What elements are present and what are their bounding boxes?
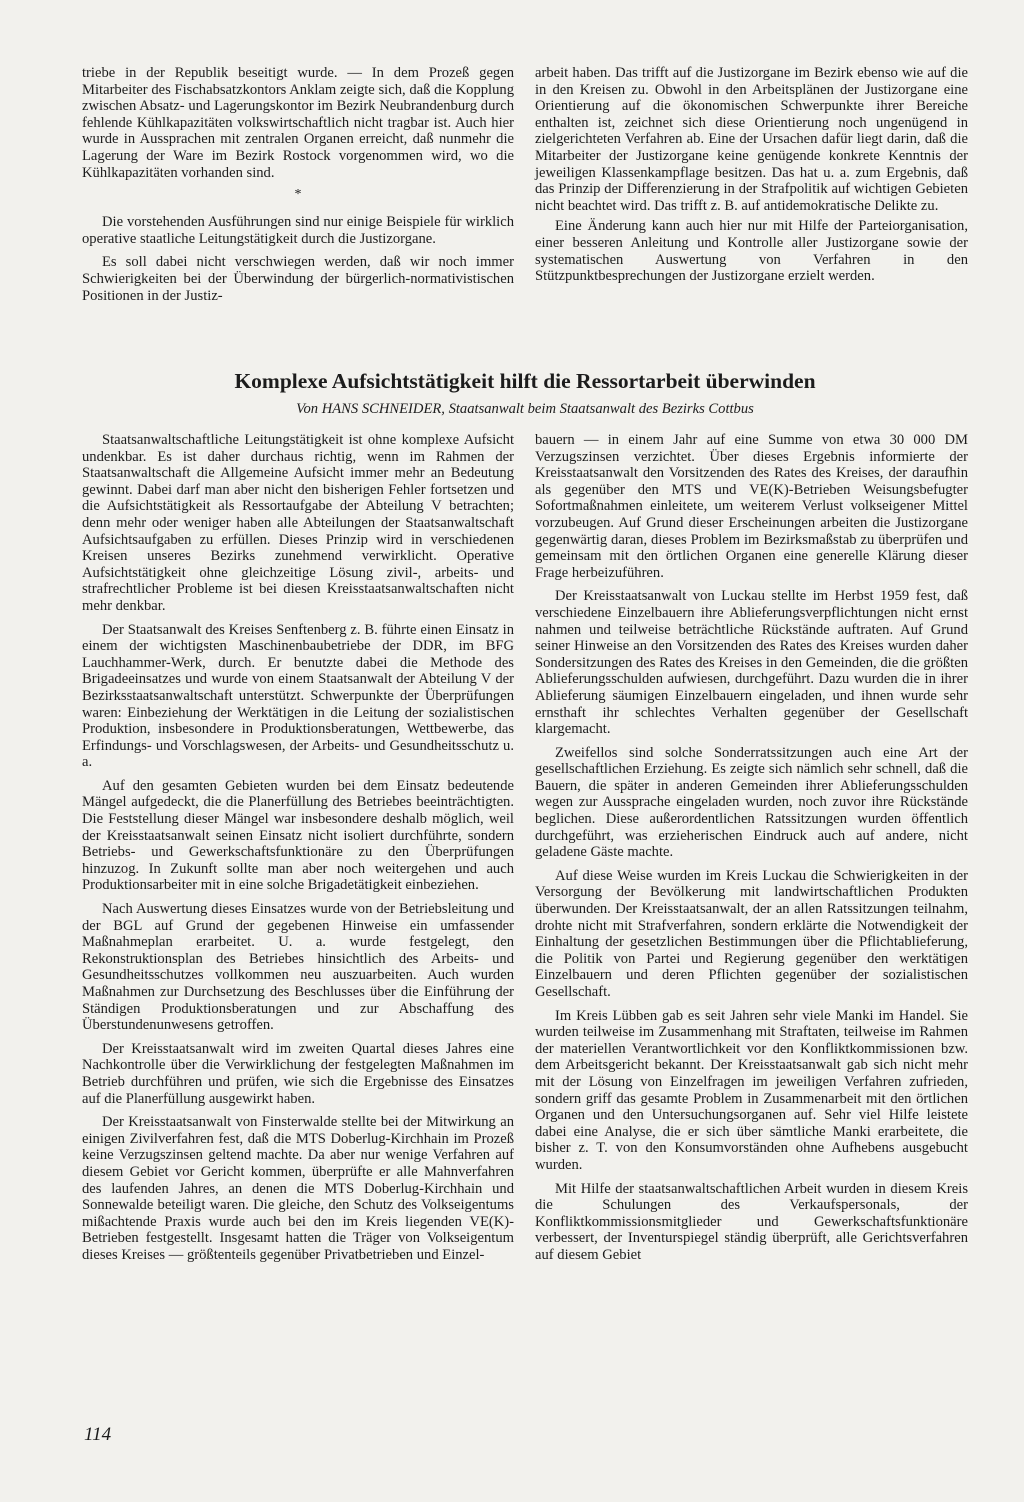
paragraph: Im Kreis Lübben gab es seit Jahren sehr viele Manki im Handel. Sie wurden teilweise im Zusammenhang mit Straftaten, teilweise im Rahmen der materiellen Verantwortlichkeit vor den Konfliktkommissionen bzw. dem Arbeitsgericht bekannt. Der Kreisstaatsanwalt gab sich nicht mehr mit der Lösung von Einzelfragen im jeweiligen Verfahren zufrieden, sondern griff das gesamte Problem in Zusammenarbeit mit den örtlichen Organen und den Untersuchungsorganen auf. Sehr viel Hilfe leistete dabei eine Analyse, die er sich über sämtliche Manki erarbeitete, die bisher z. T. von den Konsumvorständen ohne Aufhebens ausgebucht wurden. — [535, 1007, 968, 1173]
top-right-column — [535, 65, 968, 292]
paragraph: Zweifellos sind solche Sonderratssitzungen auch eine Art der gesellschaftlichen Erziehung. Es zeigte sich nämlich sehr schnell, daß die Bauern, die später in anderen Gemeinden ihrer Ablieferungsschulden wegen zur Aussprache eingeladen wurden, noch zuvor ihre Rückstände beglichen. Diese außerordentlichen Ratssitzungen wurden öffentlich durchgeführt, was erzieherischen Eindruck auch auf andere, nicht geladene Gäste machte. — [535, 744, 968, 861]
paragraph: arbeit haben. Das trifft auf die Justizorgane im Bezirk ebenso wie auf die in den Kreisen zu. Obwohl in den Arbeitsplänen der Justizorgane eine Orientierung auf die ökonomischen Schwerpunkte ihrer Bereiche enthalten ist, zeichnet sich diese Orientierung noch ungenügend in zielgerichteten Verfahren ab. Eine der Ursachen dafür liegt darin, daß die Mitarbeiter der Justizorgane keine genügende konkrete Kenntnis der jeweiligen Klassenkampflage besitzen. Das hat u. a. zum Ergebnis, daß das Prinzip der Differenzierung in der Strafpolitik auf wichtigen Gebieten nicht beachtet wird. Das trifft z. B. auf antidemokratische Delikte zu. — [535, 65, 968, 214]
paragraph: Es soll dabei nicht verschwiegen werden, daß wir noch immer Schwierigkeiten bei der Überwindung der bürgerlich-normativistischen Positionen in der Justiz- — [82, 254, 514, 304]
section-separator: * — [294, 187, 302, 203]
paragraph: Mit Hilfe der staatsanwaltschaftlichen Arbeit wurden in diesem Kreis die Schulungen des Verkaufspersonals, der Konfliktkommissionsmitglieder und Gewerkschaftsfunktionäre verbessert, der Inventurspiegel ständig überprüft, alle Gerichtsverfahren auf diesem Gebiet — [535, 1180, 968, 1263]
article-right-column — [535, 432, 968, 1271]
top-left-column — [82, 65, 514, 311]
paragraph: Eine Änderung kann auch hier nur mit Hilfe der Parteiorganisation, einer besseren Anleitung und Kontrolle aller Justizorgane sowie der systematischen Auswertung von Verfahren in den Stützpunktbesprechungen der Justizorgane erzielt werden. — [535, 218, 968, 285]
article-title: Komplexe Aufsichtstätigkeit hilft die Ressortarbeit überwinden — [234, 369, 816, 393]
paragraph: triebe in der Republik beseitigt wurde. — In dem Prozeß gegen Mitarbeiter des Fischabsatzkontors Anklam zeigte sich, daß die Kopplung zwischen Absatz- und Lagerungskontor im Bezirk Neubrandenburg durch fehlende Kühlkapazitäten volkswirtschaftlich nicht tragbar ist. Auch hier wurde in Aussprachen mit zentralen Organen erreicht, daß nunmehr die Lagerung der Ware im Bezirk Rostock vorgenommen wird, wo die Kühlkapazitäten vorhanden sind. — [82, 65, 514, 181]
page-number: 114 — [84, 1424, 112, 1445]
paragraph: Die vorstehenden Ausführungen sind nur einige Beispiele für wirklich operative staatliche Leitungstätigkeit durch die Justizorgane. — [82, 214, 514, 247]
paragraph: Nach Auswertung dieses Einsatzes wurde von der Betriebsleitung und der BGL auf Grund der gegebenen Hinweise ein umfassender Maßnahmeplan erarbeitet. U. a. wurde festgelegt, den Rekonstruktionsplan des Betriebes hinsichtlich des Arbeits- und Gesundheitsschutzes vollkommen neu auszuarbeiten. Auch wurden Maßnahmen zur Durchsetzung des Beschlusses über die Einführung der Ständigen Produktionsberatungen und zur Abschaffung des Überstundenunwesens getroffen. — [82, 901, 514, 1034]
article-left-column — [82, 432, 514, 1271]
paragraph: Auf den gesamten Gebieten wurden bei dem Einsatz bedeutende Mängel aufgedeckt, die die Planerfüllung des Betriebes beeinträchtigten. Die Feststellung dieser Mängel war insbesondere deshalb möglich, weil der Kreisstaatsanwalt seinen Einsatz nicht isoliert durchführte, sondern Betriebs- und Gewerkschaftsfunktionäre zu den Überprüfungen hinzuzog. In Zukunft sollte man aber noch weitergehen und auch Produktionsarbeiter mit in eine solche Brigadetätigkeit einbeziehen. — [82, 777, 514, 894]
paragraph: Der Kreisstaatsanwalt wird im zweiten Quartal dieses Jahres eine Nachkontrolle über die Verwirklichung der festgelegten Maßnahmen im Betrieb durchführen und prüfen, wie sich die Ergebnisse des Einsatzes auf die Planerfüllung ausgewirkt haben. — [82, 1040, 514, 1107]
paragraph: Der Kreisstaatsanwalt von Finsterwalde stellte bei der Mitwirkung an einigen Zivilverfahren fest, daß die MTS Doberlug-Kirchhain im Prozeß keine Verzugszinsen geltend machte. Da aber nur wenige Verfahren auf diesem Gebiet vor Gericht kommen, überprüfte er alle Mahnverfahren des laufenden Jahres, an denen die MTS Doberlug-Kirchhain und Sonnewalde beteiligt waren. Die gleiche, den Schutz des Volkseigentums mißachtende Praxis wurde auch bei den im Kreis liegenden VE(K)-Betrieben festgestellt. Insgesamt hatten die Träger von Volkseigentum dieses Kreises — größtenteils gegenüber Privatbetrieben und Einzel- — [82, 1114, 514, 1263]
article-byline: Von HANS SCHNEIDER, Staatsanwalt beim Staatsanwalt des Bezirks Cottbus — [296, 401, 754, 417]
paragraph: Auf diese Weise wurden im Kreis Luckau die Schwierigkeiten in der Versorgung der Bevölkerung mit landwirtschaftlichen Produkten überwunden. Der Kreisstaatsanwalt, der an allen Ratssitzungen teilnahm, drohte nicht mit Strafverfahren, sondern erklärte die Notwendigkeit der Einhaltung der gesetzlichen Bestimmungen über die Pflichtablieferung, die Politik von Partei und Regierung gegenüber den werktätigen Einzelbauern und deren Pflichten gegenüber der sozialistischen Gesellschaft. — [535, 867, 968, 1000]
paragraph: Staatsanwaltschaftliche Leitungstätigkeit ist ohne komplexe Aufsicht undenkbar. Es ist daher durchaus richtig, wenn im Rahmen der Staatsanwaltschaft die Allgemeine Aufsicht immer mehr an Bedeutung gewinnt. Dabei darf man aber nicht den bisherigen Fehler fortsetzen und die Aufsichtstätigkeit als Ressortaufgabe der Abteilung V betrachten; denn mehr oder weniger haben alle Abteilungen der Staatsanwaltschaft Aufsichtsaufgaben zu erfüllen. Dieses Prinzip wird in verschiedenen Kreisen unseres Bezirks zunehmend verwirklicht. Operative Aufsichtstätigkeit ohne gleichzeitige Lösung zivil-, arbeits- und strafrechtlicher Probleme ist bei diesen Kreisstaatsanwaltschaften nicht mehr denkbar. — [82, 432, 514, 614]
paragraph: Der Kreisstaatsanwalt von Luckau stellte im Herbst 1959 fest, daß verschiedene Einzelbauern ihre Ablieferungsverpflichtungen nicht ernst nahmen und teilweise beträchtliche Rückstände auftraten. Auf Grund seiner Hinweise an den Vorsitzenden des Rates des Kreises wurden daher Sondersitzungen des Rates des Kreises in den Gemeinden, die die größten Ablieferungsschulden aufwiesen, durchgeführt. Dazu wurden die in ihrer Ablieferung säumigen Einzelbauern eingeladen, und ihnen wurde sehr ernsthaft ihr schlechtes Verhalten gegenüber der Gesellschaft klargemacht. — [535, 588, 968, 738]
paragraph: bauern — in einem Jahr auf eine Summe von etwa 30 000 DM Verzugszinsen verzichtet. Über dieses Ergebnis informierte der Kreisstaatsanwalt den Vorsitzenden des Rates des Kreises, der daraufhin als gegenüber den MTS und VE(K)-Betrieben Weisungsbefugter Sofortmaßnahmen einleitete, um weiterem Verlust volkseigener Mittel vorzubeugen. Auf Grund dieser Erscheinungen arbeiten die Justizorgane gegenwärtig daran, dieses Problem im Bezirksmaßstab zu überprüfen und gemeinsam mit den örtlichen Organen eine generelle Klärung dieser Frage herbeizuführen. — [535, 432, 968, 581]
paragraph: Der Staatsanwalt des Kreises Senftenberg z. B. führte einen Einsatz in einem der wichtigsten Maschinenbaubetriebe der DDR, im BFG Lauchhammer-Werk, durch. Er benutzte dabei die Methode des Brigadeeinsatzes und wurde von einem Staatsanwalt der Abteilung V der Bezirksstaatsanwaltschaft unterstützt. Schwerpunkte der Überprüfungen waren: Einbeziehung der Werktätigen in die Leitung der sozialistischen Produktion, insbesondere in Produktionsberatungen, Wettbewerbe, das Erfindungs- und Vorschlagswesen, der Arbeits- und Gesundheitsschutz u. a. — [82, 621, 514, 771]
